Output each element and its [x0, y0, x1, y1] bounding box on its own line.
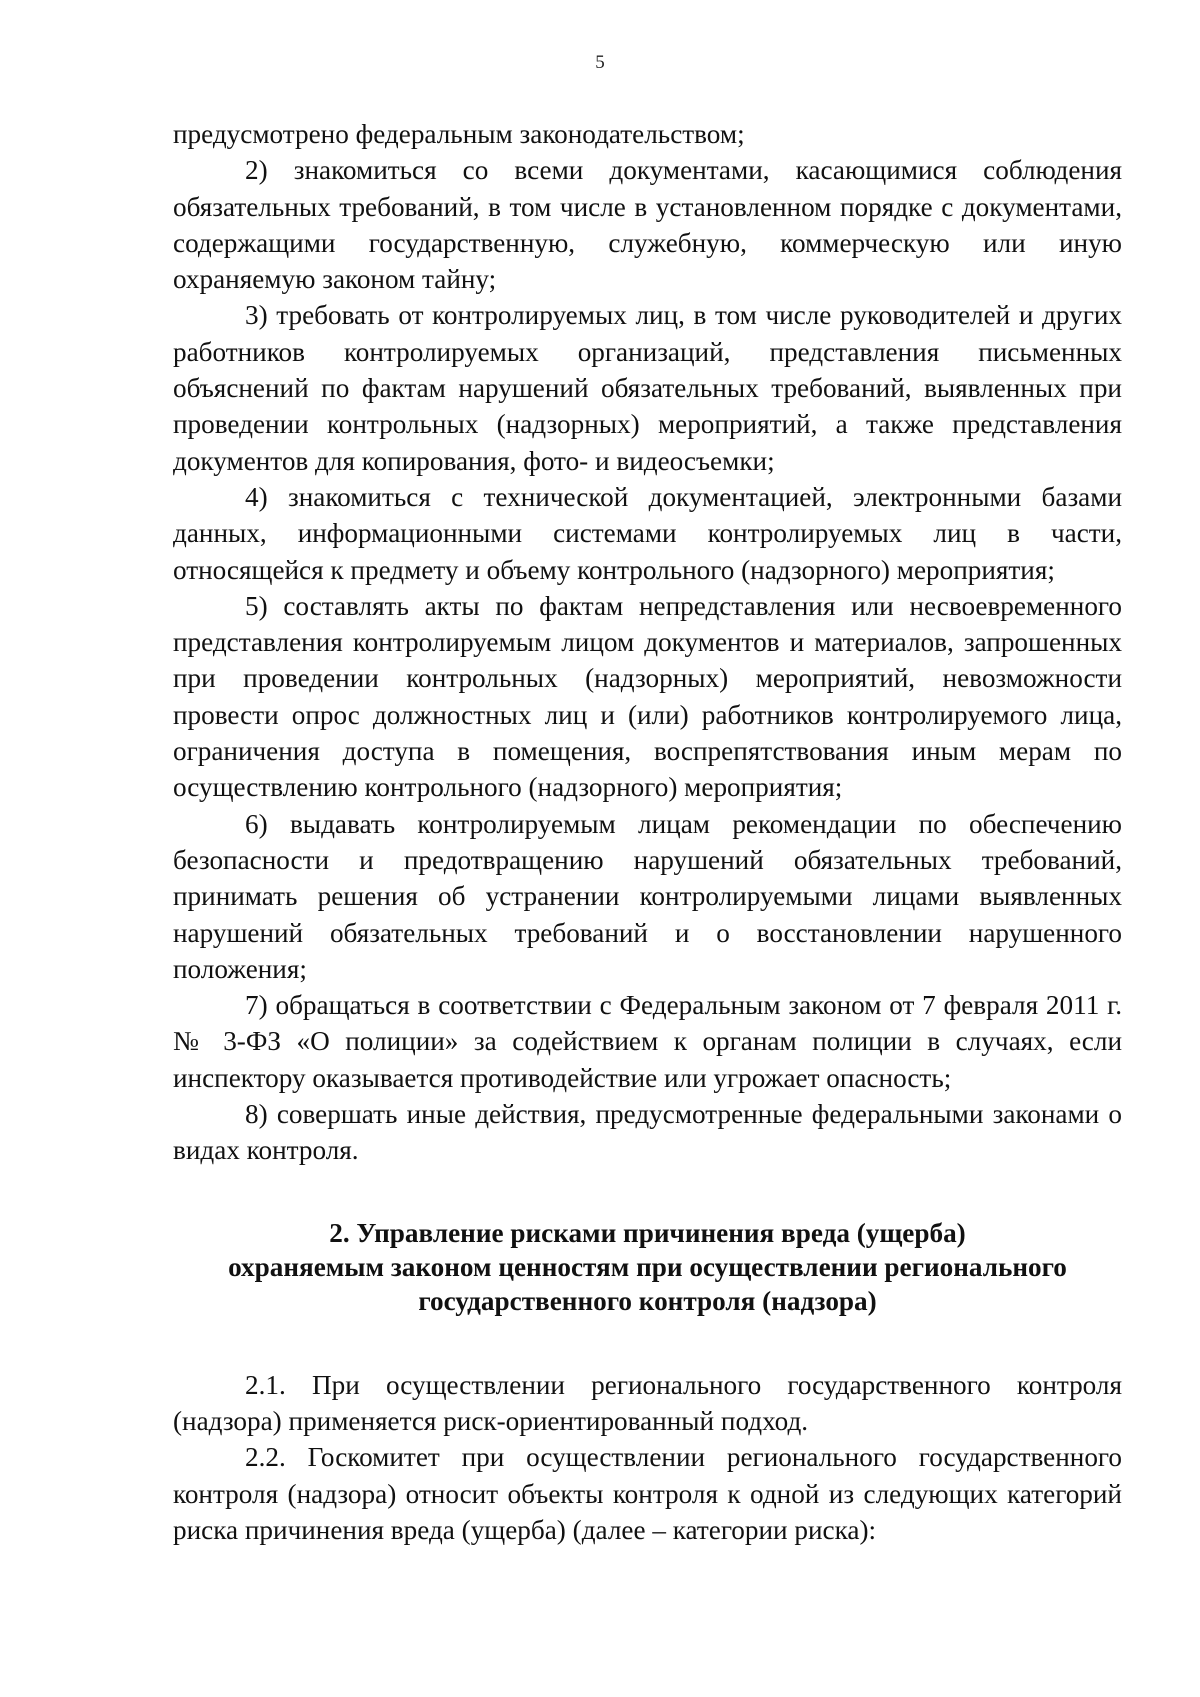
page-number: 5	[595, 52, 605, 73]
paragraph-item-8: 8) совершать иные действия, предусмотренные федеральными законами о видах контроля.	[173, 1099, 1122, 1166]
section-heading-line-3: государственного контроля (надзора)	[418, 1285, 877, 1316]
section-heading	[173, 1216, 1122, 1318]
paragraph-item-4: 4) знакомиться с технической документацией, электронными базами данных, информационными системами контролируемых лиц в части, относящейся к предмету и объему контрольного (надзорного) мероприятия;	[173, 481, 1122, 585]
document-body	[173, 116, 1122, 1548]
section-heading-line-2: охраняемым законом ценностям при осуществлении регионального	[228, 1251, 1067, 1282]
paragraph-2-1: 2.1. При осуществлении регионального государственного контроля (надзора) применяется риск-ориентированный подход.	[173, 1369, 1122, 1436]
paragraph-item-6: 6) выдавать контролируемым лицам рекомендации по обеспечению безопасности и предотвращению нарушений обязательных требований, принимать решения об устранении контролируемыми лицами выявленных нарушений обязательных требований и о восстановлении нарушенного положения;	[173, 808, 1122, 984]
paragraph-2-2: 2.2. Госкомитет при осуществлении регионального государственного контроля (надзора) относит объекты контроля к одной из следующих категорий риска причинения вреда (ущерба) (далее – категории риска):	[173, 1442, 1122, 1545]
paragraph-continuation: предусмотрено федеральным законодательством;	[173, 119, 745, 149]
paragraph-item-3: 3) требовать от контролируемых лиц, в том числе руководителей и других работников контролируемых организаций, представления письменных объяснений по фактам нарушений обязательных требований, выявленных при проведении контрольных (надзорных) мероприятий, а также представления документов для копирования, фото- и видеосъемки;	[173, 300, 1122, 476]
paragraph-item-7: 7) обращаться в соответствии с Федеральным законом от 7 февраля 2011 г. № 3-ФЗ «О полиции» за содействием к органам полиции в случаях, если инспектору оказывается противодействие или угрожает опасность;	[173, 990, 1122, 1093]
paragraph-item-2: 2) знакомиться со всеми документами, касающимися соблюдения обязательных требований, в том числе в установленном порядке с документами, содержащими государственную, служебную, коммерческую или иную охраняемую законом тайну;	[173, 155, 1122, 295]
section-heading-line-1: 2. Управление рисками причинения вреда (ущерба)	[329, 1217, 966, 1248]
paragraph-item-5: 5) составлять акты по фактам непредставления или несвоевременного представления контролируемым лицом документов и материалов, запрошенных при проведении контрольных (надзорных) мероприятий, невозможности провести опрос должностных лиц и (или) работников контролируемого лица, ограничения доступа в помещения, воспрепятствования иным мерам по осуществлению контрольного (надзорного) мероприятия;	[173, 590, 1122, 803]
